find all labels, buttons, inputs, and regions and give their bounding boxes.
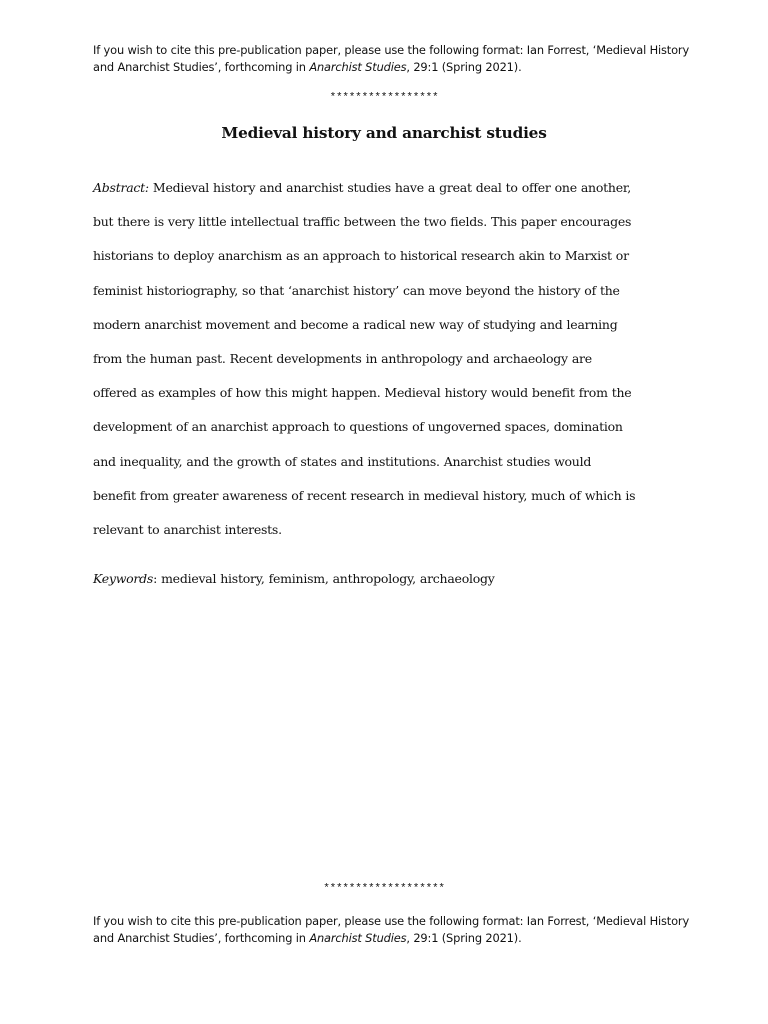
abstract-line: from the human past. Recent developments in anthropology and archaeology are [93,350,592,366]
abstract-text: Medieval history and anarchist studies have a great deal to offer one another, [148,180,631,195]
abstract-label: Abstract: [93,180,149,195]
separator-top: ***************** [329,92,439,104]
abstract [93,177,693,553]
citation-notice-top [93,42,693,76]
keywords-text: : medieval history, feminism, anthropology, archaeology [153,571,495,586]
keywords [93,568,693,590]
keywords-label: Keywords [93,571,154,586]
abstract-line: offered as examples of how this might happen. Medieval history would benefit from the [93,385,632,401]
abstract-line: and inequality, and the growth of states and institutions. Anarchist studies would [93,453,592,469]
abstract-line: modern anarchist movement and become a radical new way of studying and learning [93,316,618,332]
citation-notice-journal: Anarchist Studies [309,931,407,945]
paper-title: Medieval history and anarchist studies [221,124,547,142]
separator-bottom: ******************* [323,883,445,895]
abstract-line: benefit from greater awareness of recent research in medieval history, much of which is [93,487,636,503]
citation-notice-lead: If you wish to cite this pre-publication paper, please use the following format: Ian Forrest, ‘Medieval History and Anarchist Studies’, forthcoming in [93,43,690,74]
citation-notice-tail: , 29:1 (Spring 2021). [406,931,522,945]
abstract-line: but there is very little intellectual traffic between the two fields. This paper encourages [93,214,632,230]
citation-notice-bottom [93,913,693,947]
citation-notice-journal: Anarchist Studies [309,60,407,74]
abstract-line [93,177,693,211]
abstract-line: development of an anarchist approach to questions of ungoverned spaces, domination [93,419,623,435]
citation-notice-tail: , 29:1 (Spring 2021). [406,60,522,74]
abstract-line: historians to deploy anarchism as an approach to historical research akin to Marxist or [93,248,629,264]
abstract-line: feminist historiography, so that ‘anarchist history’ can move beyond the history of the [93,282,620,298]
abstract-line: relevant to anarchist interests. [93,521,282,537]
citation-notice-lead: If you wish to cite this pre-publication paper, please use the following format: Ian Forrest, ‘Medieval History and Anarchist Studies’, forthcoming in [93,914,690,945]
